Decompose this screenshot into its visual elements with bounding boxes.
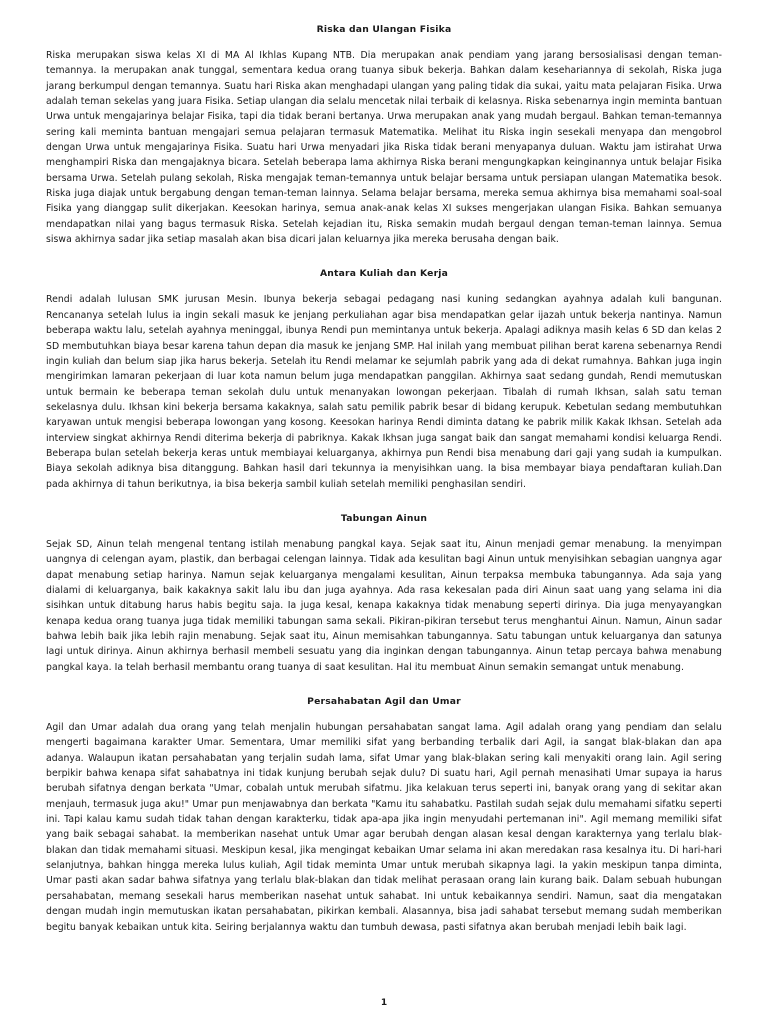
story-section xyxy=(46,24,722,247)
section-title: Persahabatan Agil dan Umar xyxy=(307,696,461,708)
document-page xyxy=(46,24,722,956)
section-title: Tabungan Ainun xyxy=(340,512,428,524)
section-body: Sejak SD, Ainun telah mengenal tentang istilah menabung pangkal kaya. Sejak saat itu, Ainun menjadi gemar menabung. Ia menyimpan uangnya di celengan ayam, plastik, dan berbagai celengan lainnya. Tidak ada kesulitan bagi Ainun untuk menyisihkan sebagian uangnya agar dapat menabung setiap harinya. Namun sejak keluarganya mengalami kesulitan, Ainun terpaksa membuka tabungannya. Ada saja yang dialami di keluarganya, baik kakaknya sakit lalu ibu dan juga ayahnya. Ada rasa kekesalan pada diri Ainun saat uang yang selama ini dia sisihkan untuk ditabung harus habis begitu saja. Ia juga kesal, kenapa kakaknya tidak menabung seperti dirinya. Dia juga menyayangkan kenapa kedua orang tuanya juga tidak memiliki tabungan sama sekali. Pikiran-pikiran tersebut terus menghantui Ainun. Namun, Ainun sadar bahwa lebih baik jika lebih rajin menabung. Sejak saat itu, Ainun memisahkan tabungannya. Satu tabungan untuk keluarganya dan satunya lagi untuk dirinya. Ainun akhirnya berhasil membeli sesuatu yang dia inginkan dengan tabungannya. Ainun tetap percaya bahwa menabung pangkal kaya. Ia telah berhasil membantu orang tuanya di saat kesulitan. Hal itu membuat Ainun semakin semangat untuk menabung. xyxy=(46,538,722,673)
section-body: Riska merupakan siswa kelas XI di MA Al Ikhlas Kupang NTB. Dia merupakan anak pendiam yang jarang bersosialisasi dengan teman-temannya. Ia merupakan anak tunggal, sementara kedua orang tuanya sibuk bekerja. Bahkan dalam kesehariannya di sekolah, Riska juga jarang berkumpul dengan temannya. Suatu hari Riska akan menghadapi ulangan yang paling tidak dia sukai, yaitu mata pelajaran Fisika. Urwa adalah teman sekelas yang juara Fisika. Setiap ulangan dia selalu mencetak nilai terbaik di kelasnya. Riska sebenarnya ingin meminta bantuan Urwa untuk mengajarinya belajar Fisika, tapi dia tidak berani bertanya. Urwa merupakan anak yang mudah bergaul. Bahkan teman-temannya sering kali meminta bantuan mengajari semua pelajaran termasuk Matematika. Melihat itu Riska ingin sesekali menyapa dan mengobrol dengan Urwa untuk mengajarinya Fisika. Suatu hari Urwa menyadari jika Riska tidak berani menyapanya duluan. Waktu jam istirahat Urwa menghampiri Riska dan mengajaknya bicara. Setelah beberapa lama akhirnya Riska berani mengungkapkan keinginannya untuk belajar Fisika bersama Urwa. Setelah pulang sekolah, Riska mengajak teman-temannya untuk belajar bersama untuk persiapan ulangan Matematika besok. Riska juga diajak untuk bergabung dengan teman-teman lainnya. Selama belajar bersama, mereka semua akhirnya bisa memahami soal-soal Fisika yang dianggap sulit dikerjakan. Keesokan harinya, semua anak-anak kelas XI sukses mengerjakan ulangan Fisika. Bahkan semuanya mendapatkan nilai yang bagus termasuk Riska. Setelah kejadian itu, Riska semakin mudah bergaul dengan teman-teman lainnya. Semua siswa akhirnya sadar jika setiap masalah akan bisa dicari jalan keluarnya jika mereka berusaha dengan baik. xyxy=(46,50,723,246)
story-section xyxy=(46,268,722,491)
section-body: Rendi adalah lulusan SMK jurusan Mesin. Ibunya bekerja sebagai pedagang nasi kuning sedangkan ayahnya adalah kuli bangunan. Rencananya setelah lulus ia ingin sekali masuk ke jenjang perkuliahan agar bisa mendapatkan gelar ijazah untuk bekerja nantinya. Namun beberapa waktu lalu, setelah ayahnya meninggal, ibunya Rendi pun memintanya untuk bekerja. Apalagi adiknya masih kelas 6 SD dan kelas 2 SD membutuhkan biaya besar karena tahun depan dia masuk ke jenjang SMP. Hal inilah yang membuat pilihan berat karena sebenarnya Rendi ingin kuliah dan belum siap jika harus bekerja. Setelah itu Rendi melamar ke sejumlah pabrik yang ada di dekat rumahnya. Bahkan juga ingin mengirimkan lamaran pekerjaan di luar kota namun belum juga mendapatkan panggilan. Akhirnya saat sedang gundah, Rendi memutuskan untuk bermain ke beberapa teman sekolah dulu untuk menanyakan lowongan pekerjaan. Tibalah di rumah Ikhsan, salah satu teman sekelasnya dulu. Ikhsan kini bekerja bersama kakaknya, salah satu pemilik pabrik besar di bidang kerupuk. Kebetulan sedang membutuhkan karyawan untuk mengisi beberapa lowongan yang kosong. Keesokan harinya Rendi diminta datang ke pabrik milik Kakak Ikhsan. Setelah ada interview singkat akhirnya Rendi diterima bekerja di pabriknya. Kakak Ikhsan juga sangat baik dan sangat memahami kondisi keluarga Rendi. Beberapa bulan setelah bekerja keras untuk membiayai keluarganya, akhirnya pun Rendi bisa menabung dari gaji yang sudah ia kumpulkan. Biaya sekolah adiknya bisa ditanggung. Bahkan hasil dari tekunnya ia menyisihkan uang. Ia bisa membayar biaya pendaftaran kuliah.Dan pada akhirnya di tahun berikutnya, ia bisa bekerja sambil kuliah setelah memiliki penghasilan sendiri. xyxy=(46,294,722,490)
section-body: Agil dan Umar adalah dua orang yang telah menjalin hubungan persahabatan sangat lama. Agil adalah orang yang pendiam dan selalu mengerti bagaimana karakter Umar. Sementara, Umar memiliki sifat yang berbanding terbalik dari Agil, ia sangat blak-blakan dan apa adanya. Walaupun ikatan persahabatan yang terjalin sudah lama, sifat Umar yang blak-blakan sering kali menyakiti orang lain. Agil sering berpikir bahwa kenapa sifat sahabatnya ini tidak kunjung berubah sejak dulu? Di suatu hari, Agil pernah menasihati Umar supaya ia harus berubah sifatnya dengan berkata "Umar, cobalah untuk merubah sifatmu. Jika kelakuan terus seperti ini, banyak orang yang di sekitar akan menjauh, termasuk juga aku!" Umar pun menjawabnya dan berkata "Kamu itu sahabatku. Pastilah sudah sejak dulu memahami sifatku seperti ini. Tapi kalau kamu sudah tidak tahan dengan karakterku, tidak apa-apa jika ingin menyudahi pertemanan ini". Agil memang memiliki sifat yang baik sebagai sahabat. Ia memberikan nasehat untuk Umar agar berubah dengan alasan kesal dengan karakternya yang terlalu blak-blakan dan tidak memahami situasi. Meskipun kesal, jika mengingat kebaikan Umar selama ini akan meredakan rasa kesalnya itu. Di hari-hari selanjutnya, bahkan hingga mereka lulus kuliah, Agil tidak meminta Umar untuk merubah sikapnya lagi. Ia yakin meskipun tanpa diminta, Umar pasti akan sadar bahwa sifatnya yang terlalu blak-blakan dan tidak melihat perasaan orang lain kurang baik. Dalam sebuah hubungan persahabatan, memang sesekali harus memberikan nasehat untuk sahabat. Ini untuk kebaikannya sendiri. Namun, saat dia mengatakan dengan mudah ingin memutuskan ikatan persahabatan, pikirkan kembali. Alasannya, bisa jadi sahabat tersebut memang sudah memberikan begitu banyak kebaikan untuk kita. Seiring berjalannya waktu dan tumbuh dewasa, pasti sifatnya akan berubah menjadi lebih baik lagi. xyxy=(46,722,722,933)
section-title: Riska dan Ulangan Fisika xyxy=(316,24,452,35)
story-section xyxy=(46,696,722,935)
story-section xyxy=(46,513,722,675)
section-title: Antara Kuliah dan Kerja xyxy=(319,268,449,280)
page-number: 1 xyxy=(380,998,388,1008)
